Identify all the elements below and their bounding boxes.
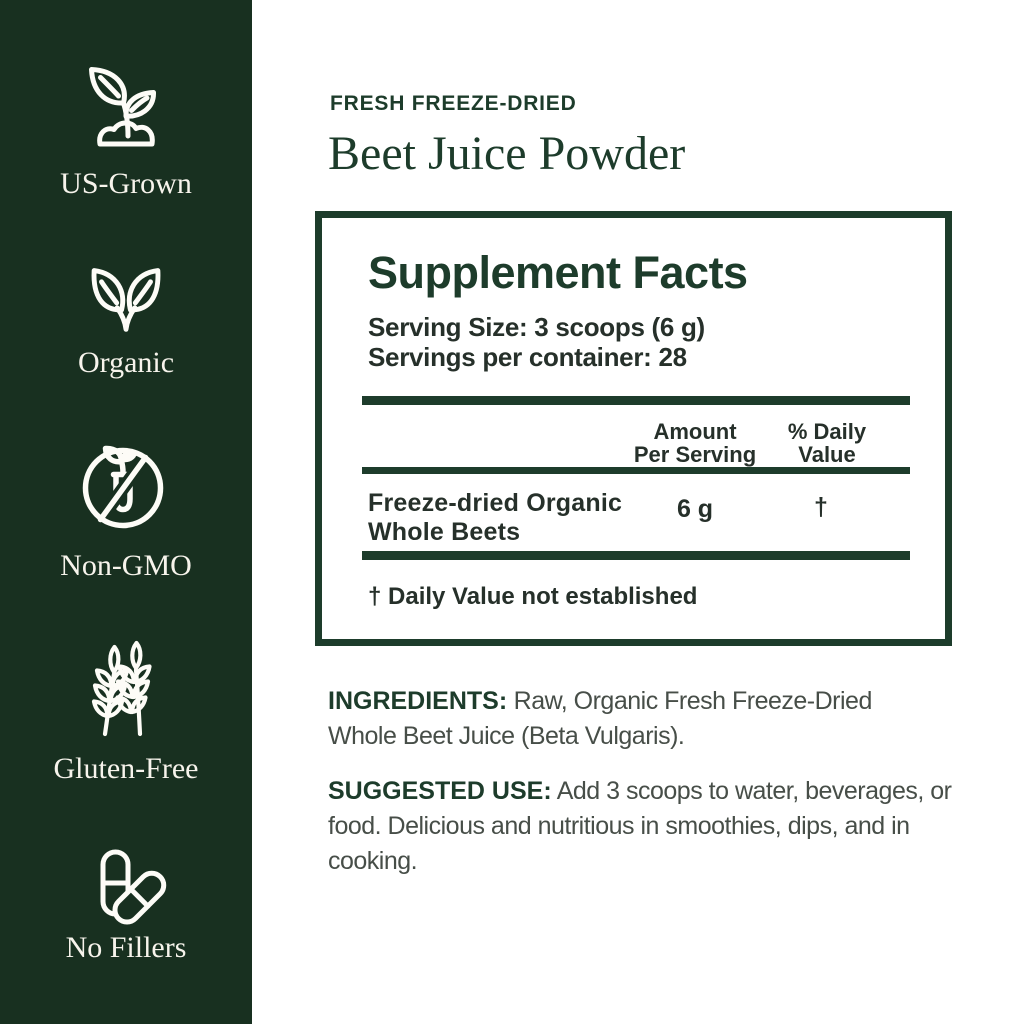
divider-under-headers xyxy=(362,467,910,474)
divider-under-row xyxy=(362,551,910,560)
ingredients-paragraph xyxy=(328,684,988,754)
ingredients-line1 xyxy=(328,684,988,719)
product-eyebrow: FRESH FREEZE-DRIED xyxy=(330,92,577,115)
wheat-icon xyxy=(74,638,174,746)
badge-label-gluten-free: Gluten-Free xyxy=(53,752,199,785)
column-header-amount-line2: Per Serving xyxy=(633,442,757,467)
ingredient-row-name-line2: Whole Beets xyxy=(368,518,521,546)
ingredient-row-name-line1: Freeze-dried Organic xyxy=(368,489,623,517)
capsules-icon xyxy=(79,838,171,934)
badge-label-organic: Organic xyxy=(77,346,175,379)
ingredient-row-daily-value: † xyxy=(814,493,828,521)
suggested-use-paragraph xyxy=(328,774,988,879)
serving-size-line: Serving Size: 3 scoops (6 g) xyxy=(368,312,705,342)
column-header-dv-line1: % Daily xyxy=(787,419,867,444)
ingredient-row-amount: 6 g xyxy=(676,495,714,523)
suggested-use-line1 xyxy=(328,774,988,809)
seedling-icon xyxy=(76,56,176,162)
divider-thick-top xyxy=(362,396,910,405)
badge-label-non-gmo: Non-GMO xyxy=(60,549,192,582)
column-header-daily-value xyxy=(747,420,907,466)
leaves-icon xyxy=(77,250,175,342)
servings-per-container-line: Servings per container: 28 xyxy=(368,342,687,372)
product-title: Beet Juice Powder xyxy=(328,127,686,180)
column-header-amount-line1: Amount xyxy=(653,419,737,444)
suggested-use-line2: food. Delicious and nutritious in smoothies, dips, and in xyxy=(328,812,910,840)
suggested-use-label: SUGGESTED USE: xyxy=(328,777,552,805)
non-gmo-icon xyxy=(71,436,175,540)
column-header-dv-line2: Value xyxy=(798,442,856,467)
daily-value-footnote: † Daily Value not established xyxy=(368,583,698,610)
suggested-use-line3: cooking. xyxy=(328,847,418,875)
ingredients-line2: Whole Beet Juice (Beta Vulgaris). xyxy=(328,722,685,750)
ingredients-label: INGREDIENTS: xyxy=(328,687,508,715)
ingredient-row-name xyxy=(368,489,622,547)
badge-label-us-grown: US-Grown xyxy=(60,167,192,200)
sidebar xyxy=(0,0,252,1024)
suggested-use-line1-text: Add 3 scoops to water, beverages, or xyxy=(551,777,952,805)
badge-label-no-fillers: No Fillers xyxy=(65,931,187,964)
supplement-facts-title: Supplement Facts xyxy=(368,247,748,298)
ingredients-line1-text: Raw, Organic Fresh Freeze-Dried xyxy=(507,687,872,715)
